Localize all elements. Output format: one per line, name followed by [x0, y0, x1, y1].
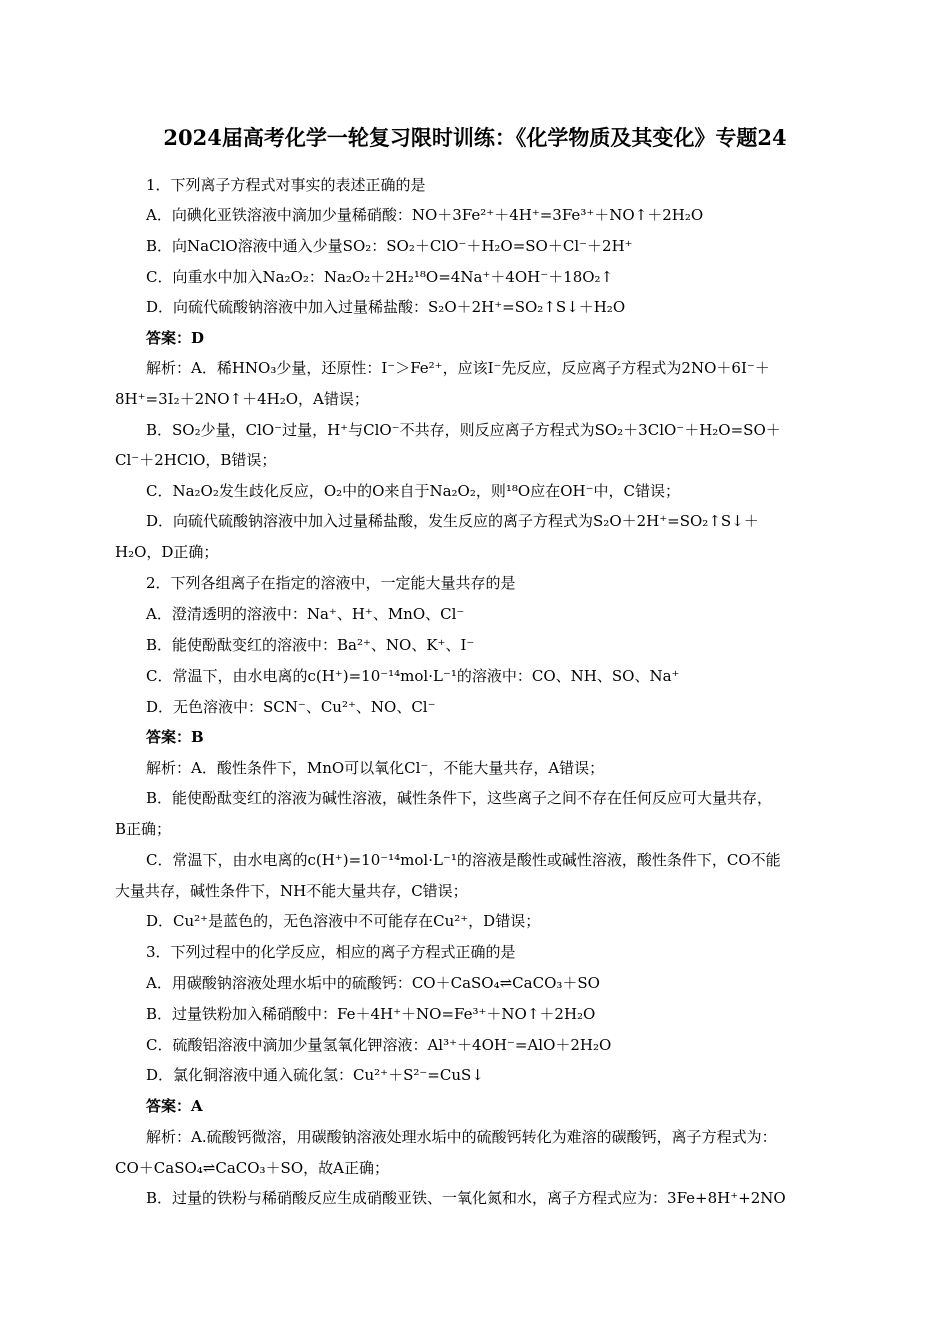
- question-2-option-a: A．澄清透明的溶液中：Na⁺、H⁺、MnO、Cl⁻: [146, 605, 465, 623]
- question-2-answer: 答案：B: [146, 728, 204, 746]
- question-1-answer: 答案：D: [146, 329, 205, 347]
- question-1-analysis-line: B．SO₂少量，ClO⁻过量，H⁺与ClO⁻不共存，则反应离子方程式为SO₂＋3ClO⁻＋H₂O=SO＋: [146, 421, 781, 439]
- question-1-analysis-line: D．向硫代硫酸钠溶液中加入过量稀盐酸，发生反应的离子方程式为S₂O＋2H⁺=SO₂↑S↓＋: [146, 512, 759, 530]
- question-2-analysis-line: D．Cu²⁺是蓝色的，无色溶液中不可能存在Cu²⁺，D错误；: [146, 912, 541, 930]
- question-2-option-c: C．常温下，由水电离的c(H⁺)=10⁻¹⁴mol·L⁻¹的溶液中：CO、NH、SO、Na⁺: [146, 667, 680, 685]
- question-2-analysis-line: C．常温下，由水电离的c(H⁺)=10⁻¹⁴mol·L⁻¹的溶液是酸性或碱性溶液，酸性条件下，CO不能: [146, 851, 781, 869]
- question-1-analysis-line: 解析：A．稀HNO₃少量，还原性：I⁻＞Fe²⁺，应该I⁻先反应，反应离子方程式为2NO＋6I⁻＋: [146, 359, 770, 377]
- question-2-option-d: D．无色溶液中：SCN⁻、Cu²⁺、NO、Cl⁻: [146, 698, 436, 716]
- question-3-option-a: A．用碳酸钠溶液处理水垢中的硫酸钙：CO＋CaSO₄⇌CaCO₃＋SO: [146, 974, 600, 992]
- question-3-analysis-line: 解析：A.硫酸钙微溶，用碳酸钠溶液处理水垢中的硫酸钙转化为难溶的碳酸钙，离子方程式为：: [146, 1128, 777, 1146]
- question-3-analysis-line: CO＋CaSO₄⇌CaCO₃＋SO，故A正确；: [115, 1159, 389, 1177]
- question-3-answer: 答案：A: [146, 1097, 203, 1115]
- question-1-option-b: B．向NaClO溶液中通入少量SO₂：SO₂＋ClO⁻＋H₂O=SO＋Cl⁻＋2H⁺: [146, 237, 633, 255]
- question-3-option-b: B．过量铁粉加入稀硝酸中：Fe＋4H⁺＋NO=Fe³⁺＋NO↑＋2H₂O: [146, 1005, 596, 1023]
- question-2-analysis-line: B正确；: [115, 820, 172, 838]
- question-2-analysis-line: B．能使酚酞变红的溶液为碱性溶液，碱性条件下，这些离子之间不存在任何反应可大量共存，: [146, 789, 773, 807]
- question-1-analysis-line: H₂O，D正确；: [115, 543, 219, 561]
- document-title: 2024届高考化学一轮复习限时训练：《化学物质及其变化》专题24: [163, 125, 787, 150]
- question-3-analysis-line: B．过量的铁粉与稀硝酸反应生成硝酸亚铁、一氧化氮和水，离子方程式应为：3Fe+8H⁺+2NO: [146, 1189, 786, 1207]
- question-3-option-c: C．硫酸铝溶液中滴加少量氢氧化钾溶液：Al³⁺＋4OH⁻=AlO＋2H₂O: [146, 1036, 612, 1054]
- question-2-stem: 2．下列各组离子在指定的溶液中，一定能大量共存的是: [146, 574, 516, 592]
- question-3-option-d: D．氯化铜溶液中通入硫化氢：Cu²⁺＋S²⁻=CuS↓: [146, 1066, 484, 1084]
- question-1-analysis-line: 8H⁺=3I₂＋2NO↑＋4H₂O，A错误；: [115, 390, 369, 408]
- question-1-option-a: A．向碘化亚铁溶液中滴加少量稀硝酸：NO＋3Fe²⁺＋4H⁺=3Fe³⁺＋NO↑＋2H₂O: [146, 206, 704, 224]
- question-1-option-c: C．向重水中加入Na₂O₂：Na₂O₂＋2H₂¹⁸O=4Na⁺＋4OH⁻＋18O₂↑: [146, 268, 614, 286]
- question-1-analysis-line: C．Na₂O₂发生歧化反应，O₂中的O来自于Na₂O₂，则¹⁸O应在OH⁻中，C错误；: [146, 482, 680, 500]
- question-2-analysis-line: 大量共存，碱性条件下，NH不能大量共存，C错误；: [115, 882, 468, 900]
- question-1-stem: 1．下列离子方程式对事实的表述正确的是: [146, 176, 426, 194]
- question-1-option-d: D．向硫代硫酸钠溶液中加入过量稀盐酸：S₂O＋2H⁺=SO₂↑S↓＋H₂O: [146, 298, 626, 316]
- question-2-analysis-line: 解析：A．酸性条件下，MnO可以氧化Cl⁻，不能大量共存，A错误；: [146, 759, 605, 777]
- question-1-analysis-line: Cl⁻＋2HClO，B错误；: [115, 451, 277, 469]
- question-2-option-b: B．能使酚酞变红的溶液中：Ba²⁺、NO、K⁺、I⁻: [146, 636, 475, 654]
- question-3-stem: 3．下列过程中的化学反应，相应的离子方程式正确的是: [146, 943, 516, 961]
